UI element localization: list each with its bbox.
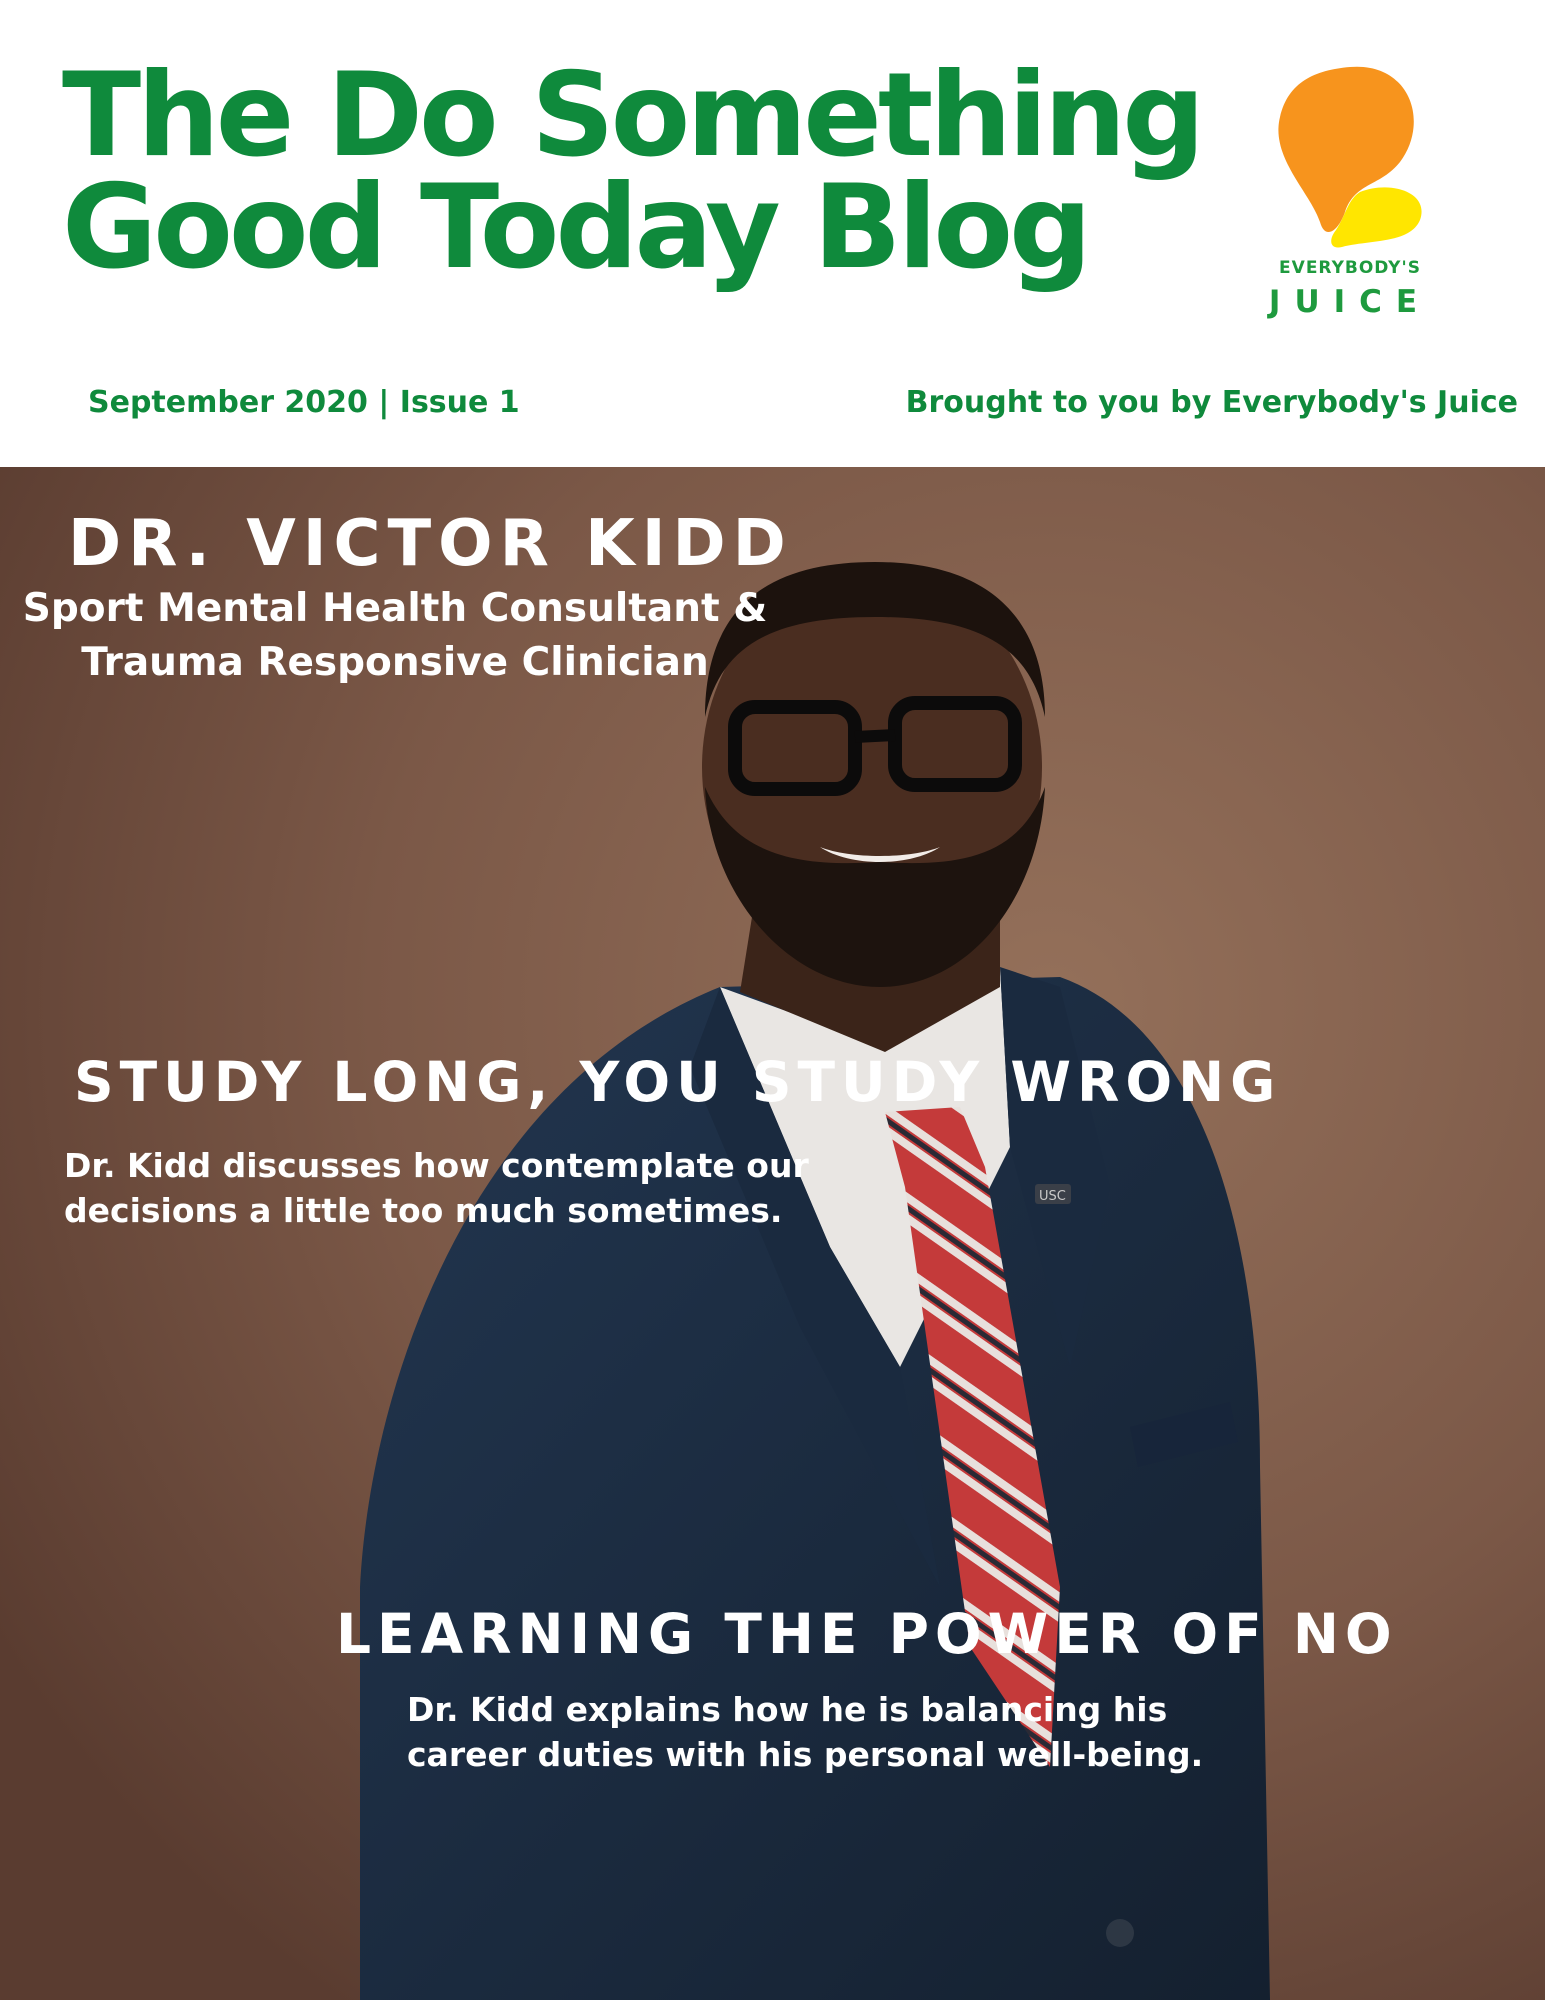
sponsor-credit: Brought to you by Everybody's Juice [905,385,1518,420]
story-1-blurb [64,1143,809,1233]
story-2-headline: LEARNING THE POWER OF NO [336,1602,1398,1666]
logo-text-top: EVERYBODY'S [1279,258,1421,278]
cover-photo [0,467,1545,2000]
issue-date: September 2020 | Issue 1 [88,385,520,420]
glasses-bridge [855,735,895,737]
story-1-blurb-line-2: decisions a little too much sometimes. [64,1191,783,1230]
role-line-1: Sport Mental Health Consultant & [22,586,768,631]
juice-drop-logo-icon [1250,62,1450,262]
story-1-headline: STUDY LONG, YOU STUDY WRONG [74,1050,1282,1114]
magazine-header [0,0,1545,467]
magazine-title [62,48,1202,295]
story-1-blurb-line-1: Dr. Kidd discusses how contemplate our [64,1146,809,1185]
jacket-button [1106,1919,1134,1947]
story-2-blurb [407,1687,1203,1777]
logo-text-bottom: JUICE [1268,284,1432,320]
story-2-blurb-line-1: Dr. Kidd explains how he is balancing his [407,1690,1168,1729]
story-2-blurb-line-2: career duties with his personal well-being. [407,1735,1204,1774]
everybodys-juice-logo [1250,62,1450,322]
title-line-1: The Do Something [62,48,1202,183]
featured-name: DR. VICTOR KIDD [68,507,793,581]
featured-role [0,582,790,690]
title-line-2: Good Today Blog [62,160,1089,295]
lapel-pin-text: USC [1039,1189,1066,1204]
role-line-2: Trauma Responsive Clinician [81,640,709,685]
